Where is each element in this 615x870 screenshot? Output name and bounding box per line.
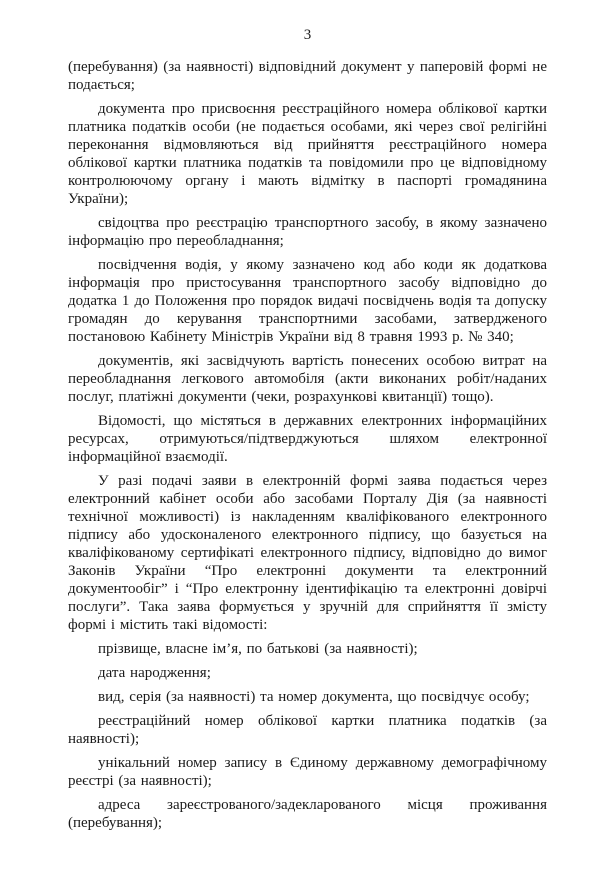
page-number: 3 xyxy=(303,27,312,43)
paragraph: Відомості, що містяться в державних електронних інформаційних ресурсах, отримуються/підтверджуються шляхом електронної інформаційної взаємодії. xyxy=(68,413,547,465)
list-item-demographic-registry: унікальний номер запису в Єдиному державному демографічному реєстрі (за наявності); xyxy=(68,755,547,789)
list-item-surname: прізвище, власне ім’я, по батькові (за наявності); xyxy=(98,641,418,657)
paragraph: документів, які засвідчують вартість понесених особою витрат на переобладнання легкового автомобіля (акти виконаних робіт/наданих послуг, платіжні документи (чеки, розрахункові квитанції) тощо). xyxy=(68,353,547,405)
paragraph: документа про присвоєння реєстраційного номера облікової картки платника податків особи (не подається особами, які через свої релігійні переконання відмовляються від прийняття реєстраційного номера облікової картки платника податків та повідомили про це відповідному контролюючому органу і мають відмітку в паспорті громадянина України); xyxy=(68,101,547,207)
paragraph-continuation: (перебування) (за наявності) відповідний документ у паперовій формі не подається; xyxy=(68,59,547,93)
document-body xyxy=(68,58,547,832)
paragraph: У разі подачі заяви в електронній формі заява подається через електронний кабінет особи або засобами Порталу Дія (за наявності технічної можливості) із накладенням кваліфікованого електронного підпису або удосконаленого електронного підпису, що базується на кваліфікованому сертифікаті електронного підпису, відповідно до вимог Законів України “Про електронні документи та електронний документообіг” і “Про електронну ідентифікацію та електронні довірчі послуги”. Така заява формується у зручній для сприйняття її змісту формі і містить такі відомості: xyxy=(68,473,547,633)
paragraph: свідоцтва про реєстрацію транспортного засобу, в якому зазначено інформацію про переобладнання; xyxy=(68,215,547,249)
list-item-tax-number: реєстраційний номер облікової картки платника податків (за наявності); xyxy=(68,713,547,747)
list-item-birthdate: дата народження; xyxy=(98,665,211,681)
list-item-address: адреса зареєстрованого/задекларованого місця проживання (перебування); xyxy=(68,797,547,831)
list-item-id-document: вид, серія (за наявності) та номер документа, що посвідчує особу; xyxy=(98,689,530,705)
paragraph: посвідчення водія, у якому зазначено код або коди як додаткова інформація про пристосування транспортного засобу відповідно до додатка 1 до Положення про порядок видачі посвідчень водія та допуску громадян до керування транспортними засобами, затвердженого постановою Кабінету Міністрів України від 8 травня 1993 р. № 340; xyxy=(68,257,547,345)
